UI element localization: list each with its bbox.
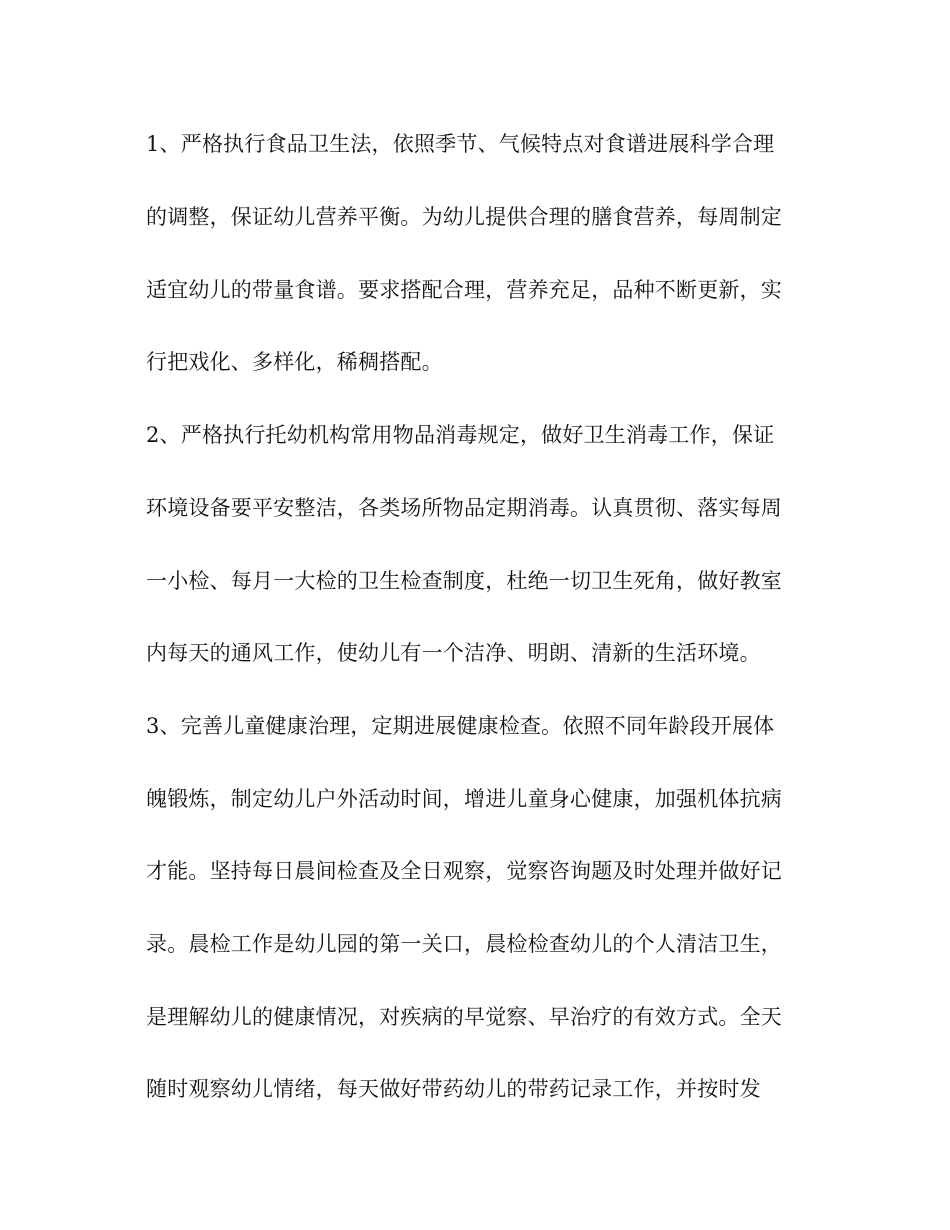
text-line: 适宜幼儿的带量食谱。要求搭配合理，营养充足，品种不断更新，实 <box>146 278 782 302</box>
text-line: 随时观察幼儿情绪，每天做好带药幼儿的带药记录工作，并按时发 <box>146 1077 761 1101</box>
text-line: 才能。坚持每日晨间检查及全日观察，觉察咨询题及时处理并做好记 <box>146 859 782 883</box>
text-line: 魄锻炼，制定幼儿户外活动时间，增进儿童身心健康，加强机体抗病 <box>146 787 782 811</box>
text-line: 一小检、每月一大检的卫生检查制度，杜绝一切卫生死角，做好教室 <box>146 569 782 593</box>
text-line: 1、严格执行食品卫生法，依照季节、气候特点对食谱进展科学合理 <box>146 132 775 156</box>
text-line: 录。晨检工作是幼儿园的第一关口，晨检检查幼儿的个人清洁卫生， <box>146 932 782 956</box>
text-line: 2、严格执行托幼机构常用物品消毒规定，做好卫生消毒工作，保证 <box>146 423 775 447</box>
text-line: 内每天的通风工作，使幼儿有一个洁净、明朗、清新的生活环境。 <box>146 641 761 665</box>
text-line: 是理解幼儿的健康情况，对疾病的早觉察、早治疗的有效方式。全天 <box>146 1005 782 1029</box>
text-line: 3、完善儿童健康治理，定期进展健康检查。依照不同年龄段开展体 <box>146 714 775 738</box>
text-line: 的调整，保证幼儿营养平衡。为幼儿提供合理的膳食营养，每周制定 <box>146 205 782 229</box>
text-line: 行把戏化、多样化，稀稠搭配。 <box>146 350 443 374</box>
text-line: 环境设备要平安整洁，各类场所物品定期消毒。认真贯彻、落实每周 <box>146 496 782 520</box>
